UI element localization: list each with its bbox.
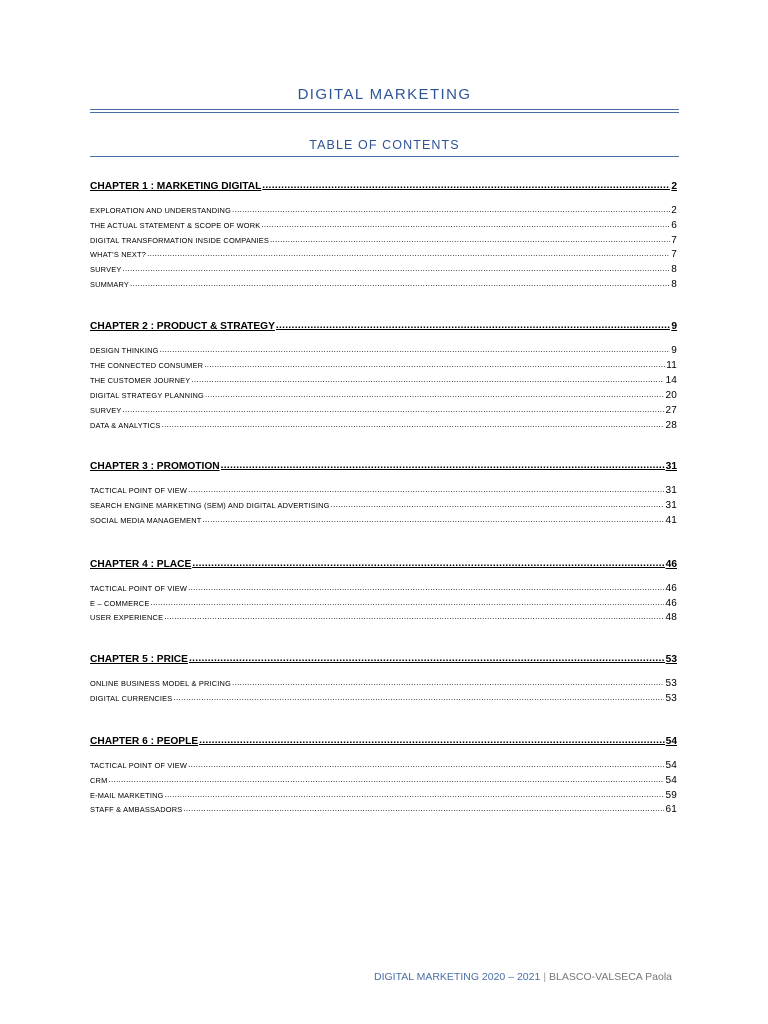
toc-label: ONLINE BUSINESS MODEL & PRICING <box>90 679 232 688</box>
toc-dot-leader <box>173 692 664 704</box>
toc-page-number: 2 <box>671 205 677 216</box>
toc-entry-link[interactable] <box>90 515 677 527</box>
toc-chapter-link[interactable] <box>90 320 677 334</box>
toc-page-number: 54 <box>665 775 677 786</box>
toc-chapter-link[interactable] <box>90 735 677 749</box>
toc-entry-link[interactable] <box>90 405 677 417</box>
toc-chapter-link[interactable] <box>90 558 677 572</box>
toc-entry-link[interactable] <box>90 760 677 772</box>
toc-entry-link[interactable] <box>90 612 677 624</box>
toc-entry-link[interactable] <box>90 693 677 705</box>
toc-label: WHAT’S NEXT? <box>90 250 147 259</box>
toc-page-number: 31 <box>665 485 677 496</box>
toc-label: SUMMARY <box>90 280 130 289</box>
toc-dot-leader <box>188 484 664 496</box>
toc-label: E-MAIL MARKETING <box>90 791 164 800</box>
toc-label: STAFF & AMBASSADORS <box>90 805 183 814</box>
toc-page-number: 9 <box>671 345 677 356</box>
toc-heading: TABLE OF CONTENTS <box>309 138 460 152</box>
toc-dot-leader <box>204 359 665 371</box>
footer-author: BLASCO-VALSECA Paola <box>549 971 672 983</box>
toc-label: USER EXPERIENCE <box>90 613 164 622</box>
toc-page-number: 46 <box>665 583 677 594</box>
toc-label: THE CONNECTED CONSUMER <box>90 361 204 370</box>
toc-page-number: 41 <box>665 515 677 526</box>
toc-entry-link[interactable] <box>90 485 677 497</box>
toc-dot-leader <box>191 374 664 386</box>
toc-label: CRM <box>90 776 108 785</box>
toc-label: TACTICAL POINT OF VIEW <box>90 584 188 593</box>
toc-entry-link[interactable] <box>90 598 677 610</box>
toc-page-number: 61 <box>665 804 677 815</box>
toc-page-number: 53 <box>665 654 677 665</box>
toc-dot-leader <box>150 597 664 609</box>
toc-page-number: 11 <box>666 360 677 371</box>
toc-heading-rule <box>90 156 679 157</box>
toc-dot-leader <box>165 789 665 801</box>
toc-label: CHAPTER 2 : PRODUCT & STRATEGY <box>90 321 275 332</box>
toc-label: THE CUSTOMER JOURNEY <box>90 376 191 385</box>
toc-page-number: 8 <box>671 264 677 275</box>
toc-dot-leader <box>164 611 664 623</box>
toc-label: TACTICAL POINT OF VIEW <box>90 761 188 770</box>
toc-label: TACTICAL POINT OF VIEW <box>90 486 188 495</box>
title-double-rule <box>90 109 679 113</box>
toc-entry-link[interactable] <box>90 790 677 802</box>
toc-dot-leader <box>221 459 665 473</box>
toc-label: THE ACTUAL STATEMENT & SCOPE OF WORK <box>90 221 261 230</box>
toc-page-number: 9 <box>671 321 677 332</box>
toc-dot-leader <box>183 803 664 815</box>
toc-dot-leader <box>192 557 664 571</box>
toc-dot-leader <box>276 319 670 333</box>
toc-page-number: 53 <box>665 678 677 689</box>
toc-dot-leader <box>189 652 665 666</box>
toc-label: SURVEY <box>90 406 122 415</box>
toc-page-number: 27 <box>665 405 677 416</box>
page-footer <box>374 971 672 983</box>
toc-dot-leader <box>130 278 670 290</box>
toc-page-number: 7 <box>671 235 677 246</box>
toc-entry-link[interactable] <box>90 775 677 787</box>
toc-label: DATA & ANALYTICS <box>90 421 161 430</box>
toc-page-number: 31 <box>665 500 677 511</box>
toc-chapter-link[interactable] <box>90 180 677 194</box>
toc-dot-leader <box>122 404 664 416</box>
toc-chapter-link[interactable] <box>90 460 677 474</box>
toc-entry-link[interactable] <box>90 500 677 512</box>
toc-page-number: 59 <box>665 790 677 801</box>
toc-label: DIGITAL STRATEGY PLANNING <box>90 391 204 400</box>
toc-dot-leader <box>270 234 670 246</box>
toc-label: DIGITAL CURRENCIES <box>90 694 173 703</box>
toc-entry-link[interactable] <box>90 205 677 217</box>
toc-dot-leader <box>203 514 665 526</box>
footer-title: DIGITAL MARKETING 2020 – 2021 <box>373 971 541 983</box>
toc-dot-leader <box>188 582 664 594</box>
toc-entry-link[interactable] <box>90 345 677 357</box>
toc-page-number: 14 <box>665 375 677 386</box>
toc-dot-leader <box>108 774 664 786</box>
toc-label: DESIGN THINKING <box>90 346 159 355</box>
toc-label: SURVEY <box>90 265 122 274</box>
toc-entry-link[interactable] <box>90 235 677 247</box>
toc-page-number: 46 <box>665 559 677 570</box>
toc-label: EXPLORATION AND UNDERSTANDING <box>90 206 232 215</box>
toc-page-number: 53 <box>665 693 677 704</box>
footer-separator: | <box>543 971 547 983</box>
toc-page-number: 8 <box>671 279 677 290</box>
toc-dot-leader <box>122 263 670 275</box>
toc-dot-leader <box>162 419 665 431</box>
toc-entry-link[interactable] <box>90 375 677 387</box>
toc-dot-leader <box>147 248 670 260</box>
toc-entry-link[interactable] <box>90 583 677 595</box>
toc-dot-leader <box>205 389 665 401</box>
toc-dot-leader <box>232 204 670 216</box>
toc-chapter-link[interactable] <box>90 653 677 667</box>
toc-label: DIGITAL TRANSFORMATION INSIDE COMPANIES <box>90 236 270 245</box>
toc-page-number: 54 <box>665 760 677 771</box>
toc-entry-link[interactable] <box>90 264 677 276</box>
toc-entry-link[interactable] <box>90 678 677 690</box>
toc-dot-leader <box>262 179 670 193</box>
toc-entry-link[interactable] <box>90 390 677 402</box>
toc-entry-link[interactable] <box>90 360 677 372</box>
toc-label: E – COMMERCE <box>90 599 150 608</box>
toc-label: CHAPTER 4 : PLACE <box>90 559 192 570</box>
toc-label: SEARCH ENGINE MARKETING (SEM) AND DIGITAL ADVERTISING <box>90 501 330 510</box>
toc-dot-leader <box>261 219 670 231</box>
toc-entry-link[interactable] <box>90 804 677 816</box>
toc-page-number: 7 <box>671 249 677 260</box>
toc-label: CHAPTER 6 : PEOPLE <box>90 736 199 747</box>
toc-page-number: 28 <box>665 420 677 431</box>
toc-page-number: 2 <box>671 181 677 192</box>
toc-page-number: 6 <box>671 220 677 231</box>
toc-label: CHAPTER 1 : MARKETING DIGITAL <box>90 181 262 192</box>
toc-page-number: 20 <box>665 390 677 401</box>
toc-dot-leader <box>232 677 664 689</box>
toc-entry-link[interactable] <box>90 279 677 291</box>
toc-entry-link[interactable] <box>90 249 677 261</box>
toc-label: CHAPTER 5 : PRICE <box>90 654 188 665</box>
toc-dot-leader <box>199 734 665 748</box>
toc-label: SOCIAL MEDIA MANAGEMENT <box>90 516 202 525</box>
document-title: DIGITAL MARKETING <box>297 86 472 103</box>
toc-page-number: 48 <box>665 612 677 623</box>
toc-dot-leader <box>160 344 671 356</box>
toc-entry-link[interactable] <box>90 220 677 232</box>
toc-page-number: 54 <box>665 736 677 747</box>
toc-label: CHAPTER 3 : PROMOTION <box>90 461 220 472</box>
toc-dot-leader <box>188 759 664 771</box>
toc-entry-link[interactable] <box>90 420 677 432</box>
toc-dot-leader <box>331 499 665 511</box>
toc-page-number: 46 <box>665 598 677 609</box>
toc-page-number: 31 <box>665 461 677 472</box>
